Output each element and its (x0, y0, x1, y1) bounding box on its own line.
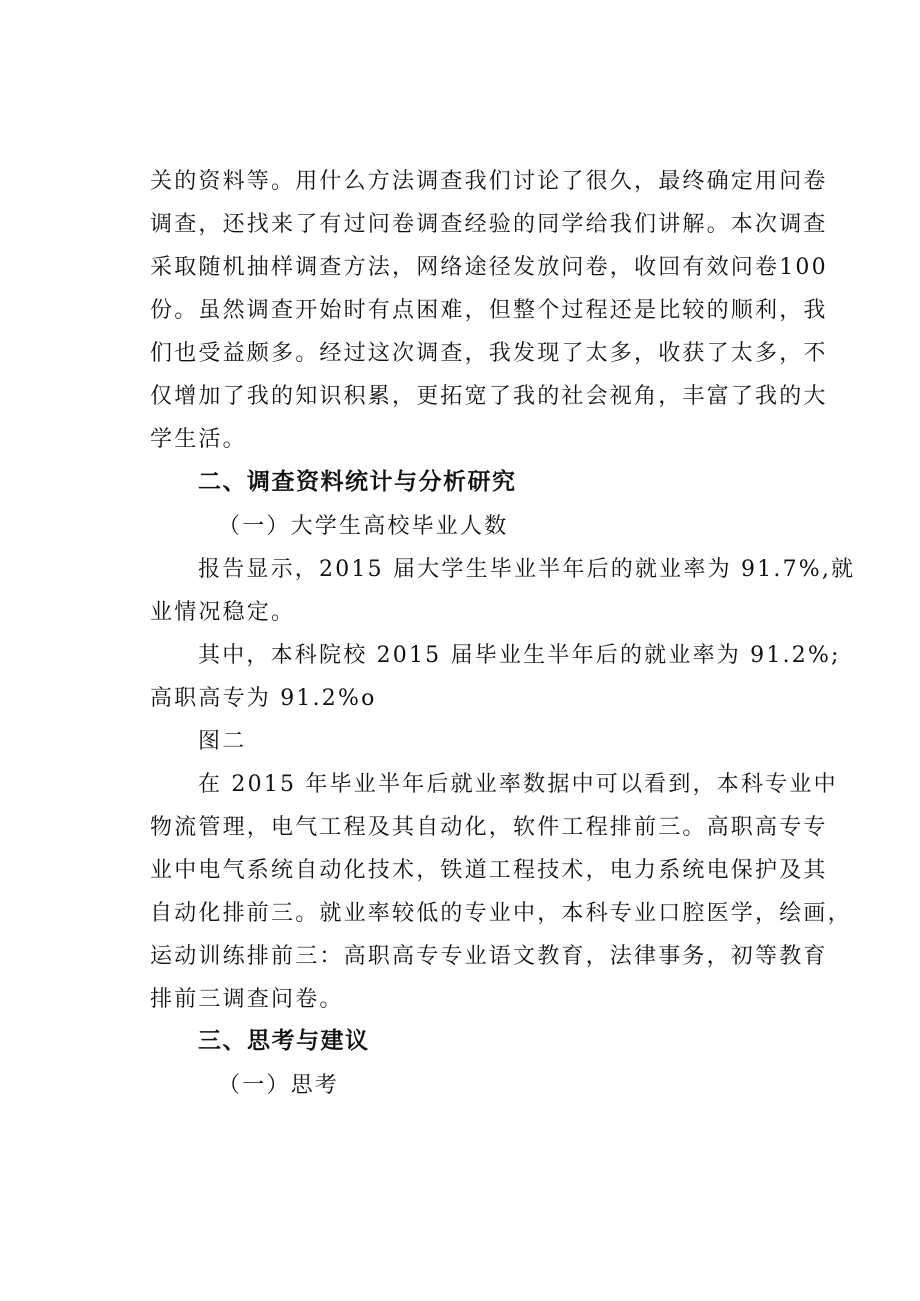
body-text-line: 业中电气系统自动化技术，铁道工程技术，电力系统电保护及其 (150, 858, 828, 883)
body-text-line: 们也受益颇多。经过这次调查，我发现了太多，收获了太多，不 (150, 341, 828, 366)
body-text-line: 业情况稳定。 (150, 600, 296, 625)
body-text-line: 其中，本科院校 2015 届毕业生半年后的就业率为 91.2%; (198, 643, 841, 668)
body-text-line: 调查，还找来了有过问卷调查经验的同学给我们讲解。本次调查 (150, 212, 828, 237)
body-text-line: 学生活。 (150, 427, 247, 452)
body-text-line: 采取随机抽样调查方法，网络途径发放问卷，收回有效问卷100 (150, 255, 828, 280)
figure-caption: 图二 (198, 729, 247, 754)
section-heading: 二、调查资料统计与分析研究 (198, 469, 517, 495)
body-text-line: 报告显示，2015 届大学生毕业半年后的就业率为 91.7%,就 (198, 557, 856, 582)
body-text-line: 运动训练排前三：高职高专专业语文教育，法律事务，初等教育 (150, 944, 828, 969)
body-text-line: 关的资料等。用什么方法调查我们讨论了很久，最终确定用问卷 (150, 169, 828, 194)
body-text-line: 份。虽然调查开始时有点困难，但整个过程还是比较的顺利，我 (150, 298, 828, 323)
subsection-heading: （一）思考 (218, 1073, 340, 1098)
body-text-line: 物流管理，电气工程及其自动化，软件工程排前三。高职高专专 (150, 815, 828, 840)
body-text-line: 自动化排前三。就业率较低的专业中，本科专业口腔医学，绘画， (150, 901, 852, 926)
body-text-line: 排前三调查问卷。 (150, 987, 344, 1012)
body-text-line: 高职高专为 91.2%o (150, 686, 377, 711)
subsection-heading: （一）大学生高校毕业人数 (218, 514, 509, 539)
body-text-line: 仅增加了我的知识积累，更拓宽了我的社会视角，丰富了我的大 (150, 384, 828, 409)
section-heading: 三、思考与建议 (198, 1028, 370, 1054)
body-text-line: 在 2015 年毕业半年后就业率数据中可以看到，本科专业中 (198, 772, 838, 797)
